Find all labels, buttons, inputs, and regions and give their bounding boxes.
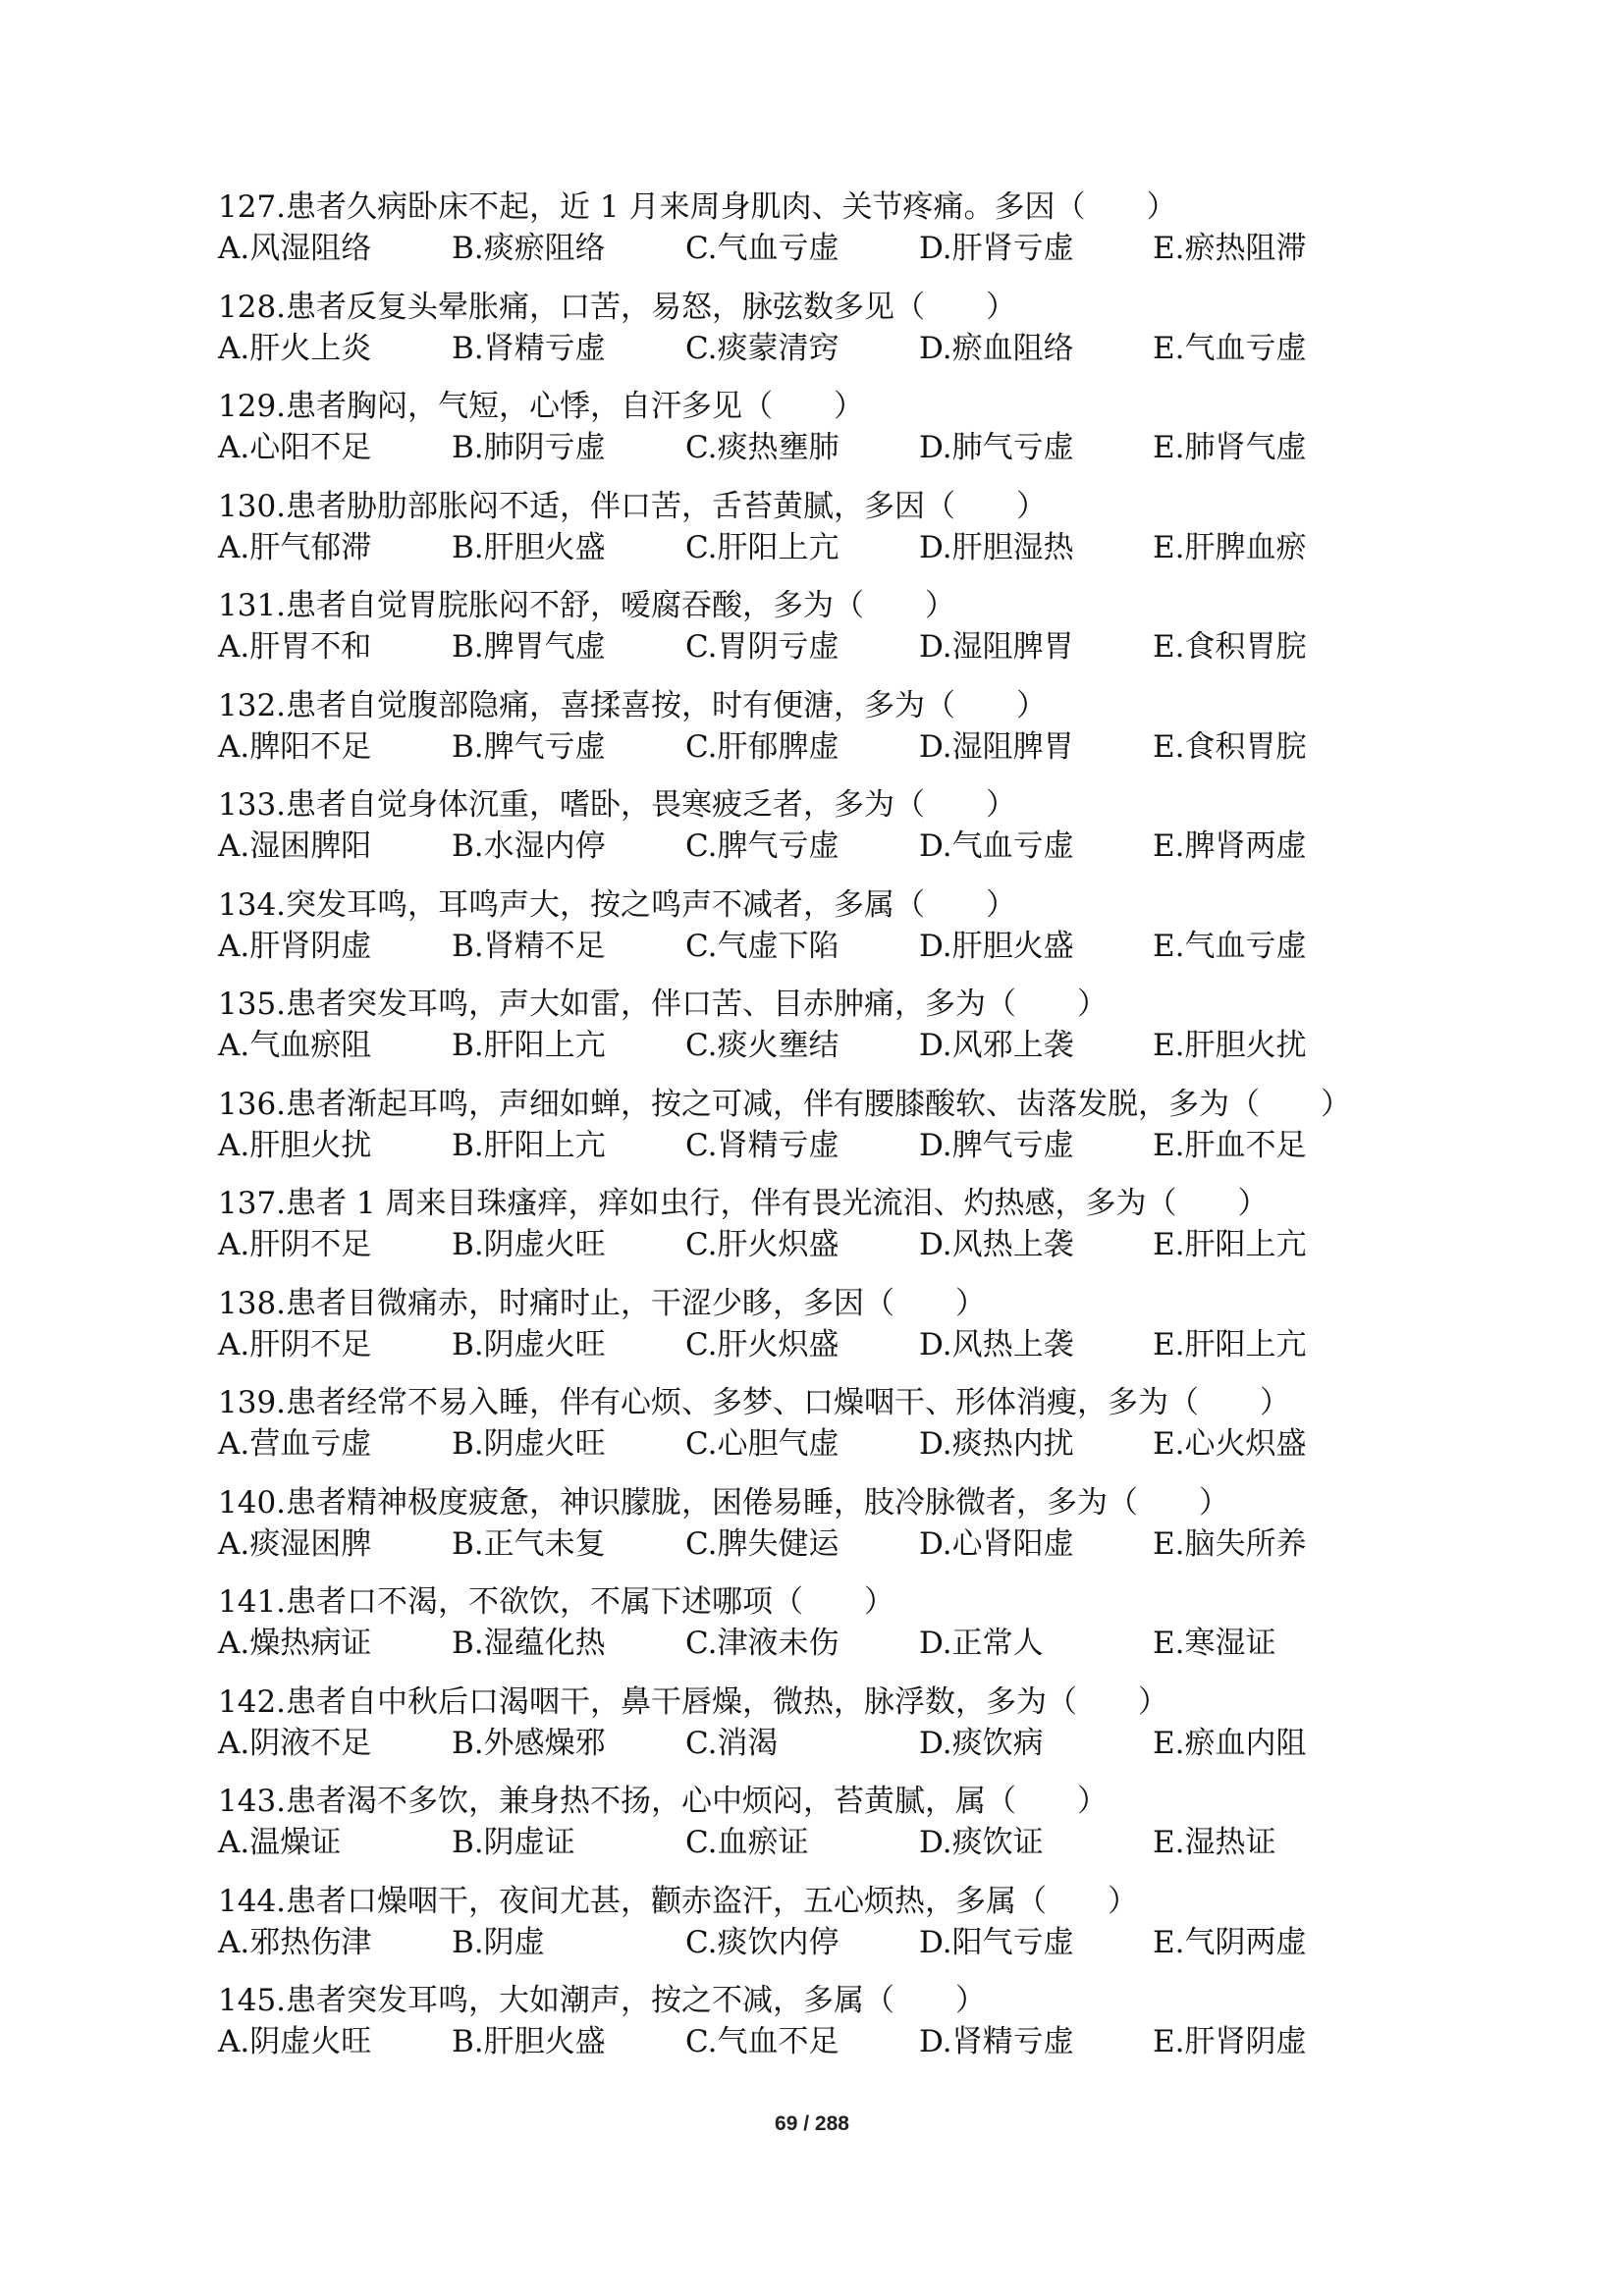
question-item	[218, 685, 1494, 785]
answer-option-b: B.肝胆火盛	[452, 2024, 606, 2059]
answer-options	[218, 1723, 1494, 1764]
answer-option-e: E.湿热证	[1153, 1825, 1276, 1860]
question-stem: 137.患者 1 周来目珠瘙痒，痒如虫行，伴有畏光流泪、灼热感，多为（ ）	[218, 1186, 1269, 1221]
answer-option-e: E.心火炽盛	[1153, 1426, 1307, 1462]
question-item	[218, 287, 1494, 387]
answer-option-e: E.气阴两虚	[1153, 1924, 1307, 1960]
answer-options	[218, 926, 1494, 967]
answer-option-b: B.脾气亏虚	[452, 728, 606, 765]
answer-option-b: B.水湿内停	[452, 828, 606, 864]
answer-option-b: B.阴虚证	[452, 1825, 575, 1860]
answer-option-b: B.肾精不足	[452, 928, 606, 964]
question-list	[218, 187, 1494, 2080]
answer-option-a: A.温燥证	[218, 1825, 342, 1860]
answer-option-a: A.燥热病证	[218, 1626, 372, 1661]
answer-option-e: E.瘀热阻滞	[1153, 231, 1307, 266]
answer-option-b: B.肺阴亏虚	[452, 430, 606, 465]
answer-option-d: D.肝胆湿热	[919, 529, 1074, 565]
question-item	[218, 984, 1494, 1084]
question-stem: 139.患者经常不易入睡，伴有心烦、多梦、口燥咽干、形体消瘦，多为（ ）	[218, 1385, 1291, 1420]
answer-option-c: C.气虚下陷	[685, 928, 839, 964]
answer-option-c: C.肝郁脾虚	[685, 728, 839, 765]
answer-option-c: C.痰蒙清窍	[685, 330, 839, 366]
answer-option-e: E.肺肾气虚	[1153, 430, 1307, 465]
answer-option-c: C.肝火炽盛	[685, 1227, 839, 1262]
question-item	[218, 1581, 1494, 1682]
answer-option-e: E.气血亏虚	[1153, 330, 1307, 366]
question-item	[218, 1980, 1494, 2080]
question-item	[218, 187, 1494, 287]
question-stem: 136.患者渐起耳鸣，声细如蝉，按之可减，伴有腰膝酸软、齿落发脱，多为（ ）	[218, 1086, 1352, 1122]
answer-option-c: C.气血亏虚	[685, 231, 839, 266]
question-stem: 145.患者突发耳鸣，大如潮声，按之不减，多属（ ）	[218, 1983, 987, 2018]
question-item	[218, 585, 1494, 685]
answer-option-c: C.肾精亏虚	[685, 1127, 839, 1163]
answer-option-d: D.湿阻脾胃	[919, 629, 1074, 665]
question-stem: 138.患者目微痛赤，时痛时止，干涩少眵，多因（ ）	[218, 1285, 987, 1321]
answer-options	[218, 527, 1494, 568]
question-stem: 130.患者胁肋部胀闷不适，伴口苦，舌苔黄腻，多因（ ）	[218, 488, 1048, 524]
answer-option-b: B.湿蕴化热	[452, 1626, 606, 1661]
answer-option-e: E.食积胃脘	[1153, 728, 1307, 765]
answer-options	[218, 1025, 1494, 1066]
answer-option-e: E.肝血不足	[1153, 1127, 1307, 1163]
answer-option-c: C.心胆气虚	[685, 1426, 839, 1462]
answer-option-c: C.脾失健运	[685, 1525, 839, 1562]
answer-option-c: C.脾气亏虚	[685, 828, 839, 864]
question-item	[218, 1881, 1494, 1981]
answer-option-b: B.肝胆火盛	[452, 529, 606, 565]
question-item	[218, 1183, 1494, 1283]
question-item	[218, 1682, 1494, 1782]
question-item	[218, 1482, 1494, 1582]
answer-option-b: B.痰瘀阻络	[452, 231, 606, 266]
answer-option-d: D.痰饮病	[919, 1725, 1044, 1761]
answer-option-a: A.湿困脾阳	[218, 828, 372, 864]
answer-option-c: C.气血不足	[685, 2024, 839, 2059]
answer-options	[218, 1423, 1494, 1465]
question-stem: 144.患者口燥咽干，夜间尤甚，颧赤盗汗，五心烦热，多属（ ）	[218, 1883, 1139, 1919]
answer-option-e: E.瘀血内阻	[1153, 1725, 1307, 1761]
question-stem: 142.患者自中秋后口渴咽干，鼻干唇燥，微热，脉浮数，多为（ ）	[218, 1683, 1169, 1720]
answer-option-a: A.肝气郁滞	[218, 529, 372, 565]
answer-options	[218, 626, 1494, 667]
answer-option-a: A.肝胃不和	[218, 629, 372, 665]
answer-option-a: A.阴液不足	[218, 1725, 372, 1761]
answer-option-a: A.邪热伤津	[218, 1924, 372, 1960]
answer-option-c: C.痰火壅结	[685, 1028, 839, 1063]
question-item	[218, 1781, 1494, 1881]
answer-option-c: C.肝火炽盛	[685, 1326, 839, 1362]
answer-option-d: D.风邪上袭	[919, 1028, 1074, 1063]
answer-option-d: D.肾精亏虚	[919, 2024, 1074, 2059]
answer-option-e: E.寒湿证	[1153, 1626, 1276, 1661]
answer-option-e: E.食积胃脘	[1153, 629, 1307, 665]
answer-options	[218, 1224, 1494, 1265]
answer-option-a: A.营血亏虚	[218, 1426, 372, 1462]
answer-option-d: D.肺气亏虚	[919, 430, 1074, 465]
answer-options	[218, 1523, 1494, 1565]
answer-option-d: D.湿阻脾胃	[919, 728, 1074, 765]
answer-option-b: B.肝阳上亢	[452, 1127, 606, 1163]
answer-option-a: A.肝胆火扰	[218, 1127, 372, 1163]
answer-option-a: A.肝阴不足	[218, 1227, 372, 1262]
answer-option-a: A.阴虚火旺	[218, 2024, 372, 2059]
answer-option-e: E.肝脾血瘀	[1153, 529, 1307, 565]
question-stem: 128.患者反复头晕胀痛，口苦，易怒，脉弦数多见（ ）	[218, 289, 1017, 325]
answer-options	[218, 228, 1494, 269]
question-stem: 129.患者胸闷，气短，心悸，自汗多见（ ）	[218, 389, 865, 424]
answer-option-b: B.阴虚火旺	[452, 1227, 606, 1262]
answer-option-b: B.正气未复	[452, 1525, 606, 1562]
answer-options	[218, 1822, 1494, 1863]
question-item	[218, 386, 1494, 486]
answer-options	[218, 1922, 1494, 1963]
question-item	[218, 1382, 1494, 1482]
question-item	[218, 1084, 1494, 1184]
answer-option-c: C.消渴	[685, 1725, 779, 1761]
answer-option-e: E.肝肾阴虚	[1153, 2024, 1307, 2059]
answer-option-a: A.肝肾阴虚	[218, 928, 372, 964]
answer-option-c: C.胃阴亏虚	[685, 629, 839, 665]
answer-option-e: E.脑失所养	[1153, 1525, 1307, 1562]
answer-option-e: E.气血亏虚	[1153, 928, 1307, 964]
answer-option-e: E.脾肾两虚	[1153, 828, 1307, 864]
question-stem: 143.患者渴不多饮，兼身热不扬，心中烦闷，苔黄腻，属（ ）	[218, 1784, 1109, 1819]
page-number: 69 / 288	[775, 2112, 849, 2135]
answer-option-a: A.风湿阻络	[218, 231, 372, 266]
answer-option-b: B.肝阳上亢	[452, 1028, 606, 1063]
answer-option-b: B.脾胃气虚	[452, 629, 606, 665]
answer-option-a: A.脾阳不足	[218, 728, 372, 765]
answer-option-d: D.阳气亏虚	[919, 1924, 1074, 1960]
answer-option-a: A.肝火上炎	[218, 330, 372, 366]
answer-option-d: D.风热上袭	[919, 1326, 1074, 1362]
answer-option-b: B.肾精亏虚	[452, 330, 606, 366]
answer-option-e: E.肝胆火扰	[1153, 1028, 1307, 1063]
question-stem: 140.患者精神极度疲惫，神识朦胧，困倦易睡，肢冷脉微者，多为（ ）	[218, 1484, 1230, 1521]
answer-option-a: A.心阳不足	[218, 430, 372, 465]
question-item	[218, 486, 1494, 586]
answer-option-e: E.肝阳上亢	[1153, 1227, 1307, 1262]
answer-option-d: D.风热上袭	[919, 1227, 1074, 1262]
question-item	[218, 1283, 1494, 1383]
question-stem: 134.突发耳鸣，耳鸣声大，按之鸣声不减者，多属（ ）	[218, 886, 1017, 923]
answer-option-d: D.肝肾亏虚	[919, 231, 1074, 266]
answer-option-c: C.血瘀证	[685, 1825, 809, 1860]
answer-option-d: D.心肾阳虚	[919, 1525, 1074, 1562]
answer-option-c: C.痰饮内停	[685, 1924, 839, 1960]
answer-options	[218, 427, 1494, 468]
answer-options	[218, 826, 1494, 867]
answer-options	[218, 726, 1494, 768]
answer-option-b: B.阴虚	[452, 1924, 545, 1960]
answer-option-d: D.气血亏虚	[919, 828, 1074, 864]
question-stem: 132.患者自觉腹部隐痛，喜揉喜按，时有便溏，多为（ ）	[218, 687, 1048, 723]
answer-option-b: B.外感燥邪	[452, 1725, 606, 1761]
question-stem: 141.患者口不渴，不欲饮，不属下述哪项（ ）	[218, 1584, 895, 1620]
question-stem: 135.患者突发耳鸣，声大如雷，伴口苦、目赤肿痛，多为（ ）	[218, 987, 1109, 1022]
answer-option-a: A.痰湿困脾	[218, 1525, 372, 1562]
answer-options	[218, 328, 1494, 369]
answer-options	[218, 1324, 1494, 1365]
answer-option-e: E.肝阳上亢	[1153, 1326, 1307, 1362]
answer-options	[218, 2021, 1494, 2062]
answer-option-c: C.肝阳上亢	[685, 529, 839, 565]
question-stem: 131.患者自觉胃脘胀闷不舒，嗳腐吞酸，多为（ ）	[218, 588, 956, 623]
answer-option-d: D.痰热内扰	[919, 1426, 1074, 1462]
question-stem: 133.患者自觉身体沉重，嗜卧，畏寒疲乏者，多为（ ）	[218, 787, 1017, 823]
answer-option-d: D.肝胆火盛	[919, 928, 1074, 964]
question-item	[218, 784, 1494, 884]
answer-option-c: C.痰热壅肺	[685, 430, 839, 465]
answer-option-c: C.津液未伤	[685, 1626, 839, 1661]
answer-option-d: D.脾气亏虚	[919, 1127, 1074, 1163]
answer-option-d: D.正常人	[919, 1626, 1044, 1661]
answer-option-d: D.瘀血阻络	[919, 330, 1074, 366]
answer-option-b: B.阴虚火旺	[452, 1426, 606, 1462]
answer-option-b: B.阴虚火旺	[452, 1326, 606, 1362]
answer-option-d: D.痰饮证	[919, 1825, 1044, 1860]
answer-options	[218, 1125, 1494, 1166]
answer-options	[218, 1623, 1494, 1664]
question-stem: 127.患者久病卧床不起，近 1 月来周身肌肉、关节疼痛。多因（ ）	[218, 189, 1177, 225]
question-item	[218, 884, 1494, 985]
answer-option-a: A.气血瘀阻	[218, 1028, 372, 1063]
answer-option-a: A.肝阴不足	[218, 1326, 372, 1362]
